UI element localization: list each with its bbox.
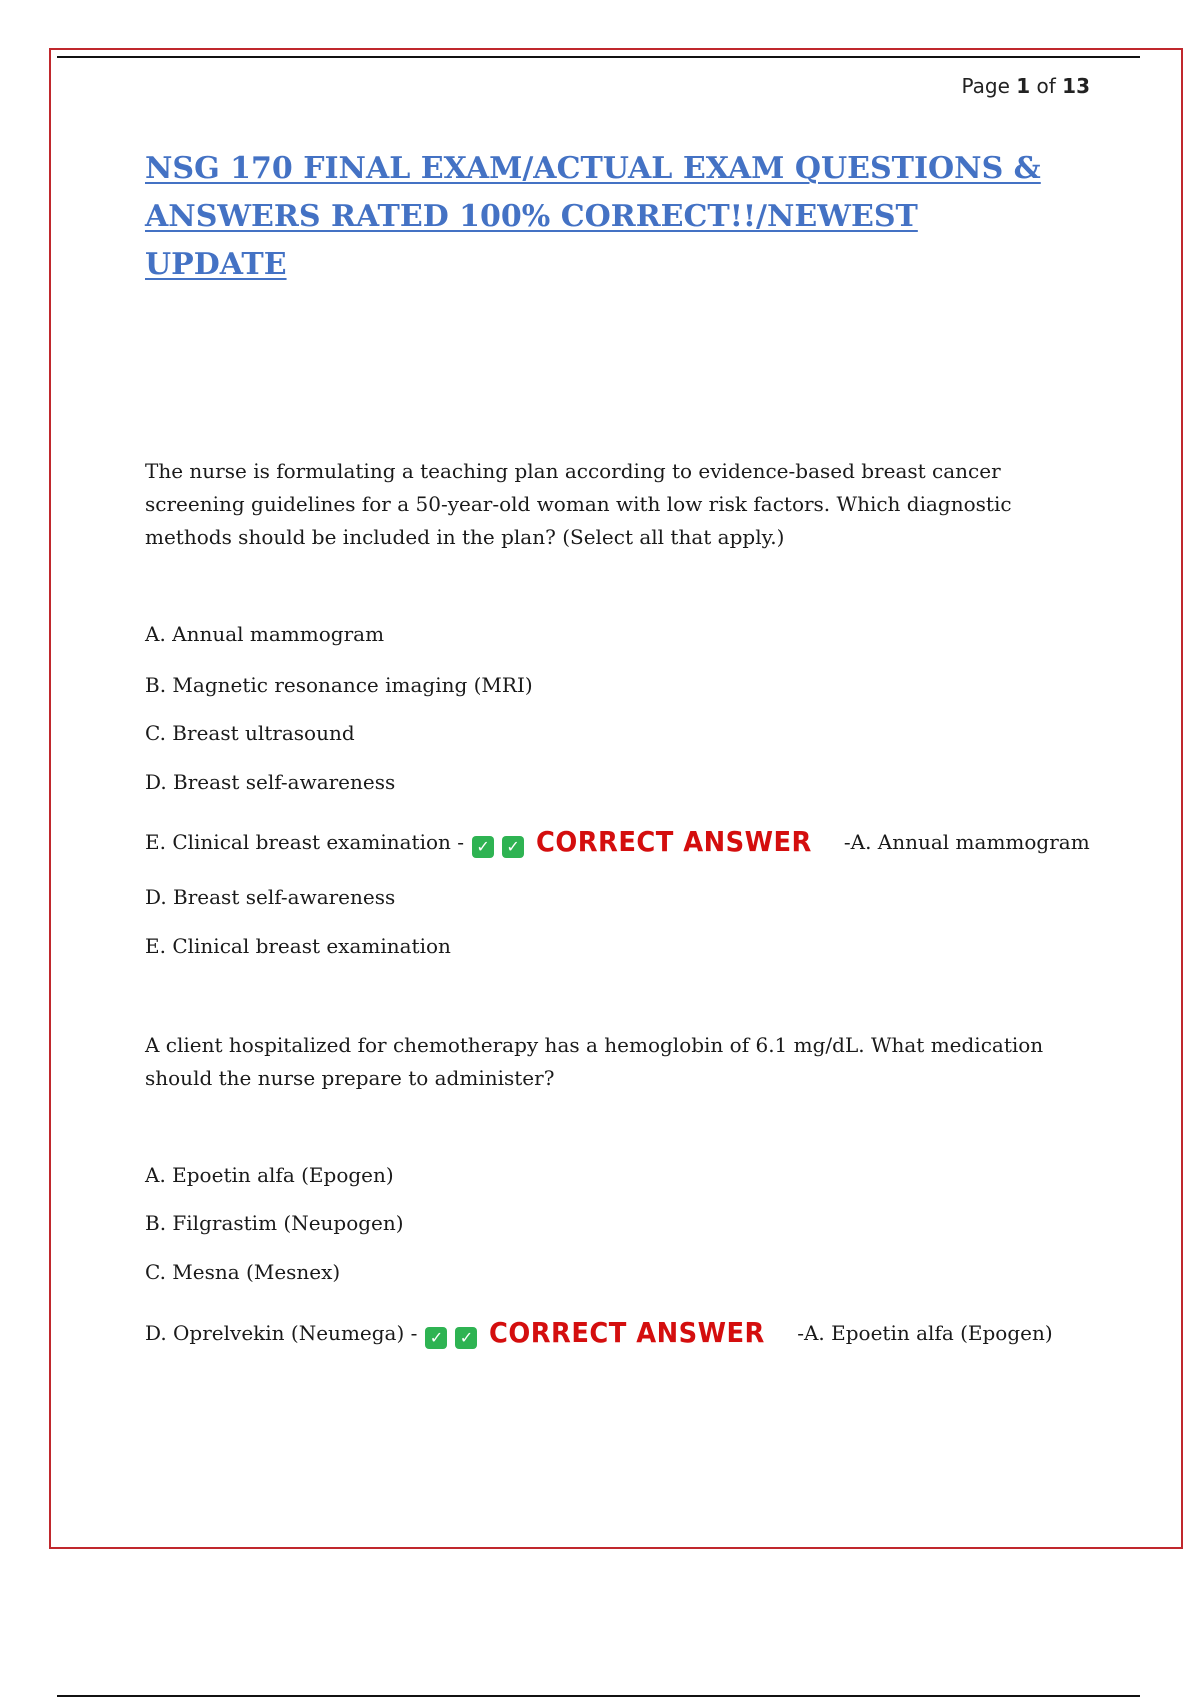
q1-option-e: E. Clinical breast examination -: [145, 830, 465, 854]
q1-option-d: D. Breast self-awareness: [145, 770, 396, 794]
document-title: NSG 170 FINAL EXAM/ACTUAL EXAM QUESTIONS & ANSWERS RATED 100% CORRECT!!/NEWEST UPDATE: [145, 151, 1041, 282]
question-2-text: A client hospitalized for chemotherapy has a hemoglobin of 6.1 mg/dL. What medication should the nurse prepare to administer?: [145, 1033, 1044, 1090]
correct-answer-badge: CORRECT ANSWER: [536, 825, 812, 858]
q1-option-c: C. Breast ultrasound: [145, 721, 355, 745]
q1-option-a: A. Annual mammogram: [145, 622, 385, 646]
q1-answer-e: E. Clinical breast examination: [145, 934, 451, 958]
q1-option-b: B. Magnetic resonance imaging (MRI): [145, 673, 533, 697]
correct-answer-badge: CORRECT ANSWER: [489, 1316, 766, 1349]
q2-option-d: D. Oprelvekin (Neumega) -: [145, 1321, 418, 1345]
footer-rule: [57, 1695, 1140, 1697]
page-number: Page 1 of 13: [961, 74, 1090, 98]
check-box-icon: ✓: [502, 836, 524, 858]
q1-answer-line: [145, 825, 1090, 858]
q1-answer-d: D. Breast self-awareness: [145, 885, 396, 909]
q2-answer-text: -A. Epoetin alfa (Epogen): [797, 1321, 1053, 1345]
check-box-icon: ✓: [455, 1327, 477, 1349]
q1-answer-text: -A. Annual mammogram: [843, 830, 1090, 854]
check-box-icon: ✓: [472, 836, 494, 858]
header-rule: [57, 56, 1140, 58]
check-box-icon: ✓: [425, 1327, 447, 1349]
q2-answer-line: [145, 1316, 1053, 1349]
q2-option-b: B. Filgrastim (Neupogen): [145, 1211, 404, 1235]
question-1-text: The nurse is formulating a teaching plan according to evidence-based breast cancer screening guidelines for a 50-year-old woman with low risk factors. Which diagnostic methods should be included in the plan? (Select all that apply.): [145, 459, 1012, 549]
q2-option-a: A. Epoetin alfa (Epogen): [145, 1163, 394, 1187]
q2-option-c: C. Mesna (Mesnex): [145, 1260, 341, 1284]
